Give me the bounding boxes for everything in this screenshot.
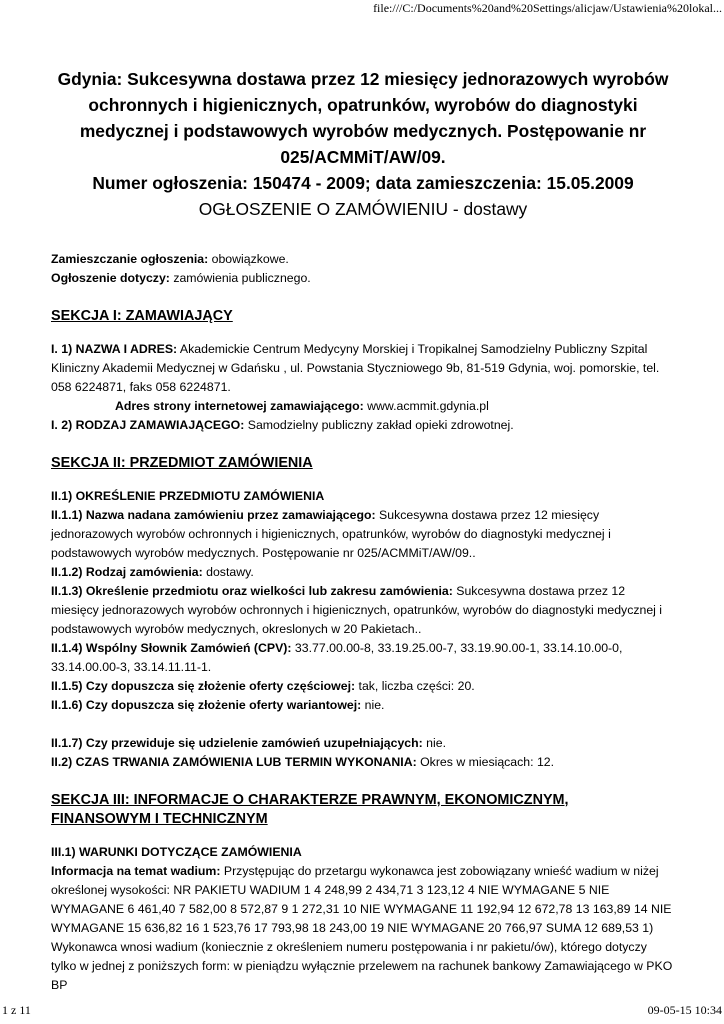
title-line: 025/ACMMiT/AW/09. bbox=[280, 147, 446, 167]
item-line: II.1.1) Nazwa nadana zamówieniu przez zamawiającego: Sukcesywna dostawa przez 12 miesięcy jednorazowych wyrobów ochronnych i higienicznych, opatrunków, wyrobów do diagnostyki medycznej i podstawowych wyrobów medycznych. Postępowanie nr 025/ACMMiT/AW/09.. bbox=[51, 508, 611, 560]
browser-url: file:///C:/Documents%20and%20Settings/alicjaw/Ustawienia%20lokal... bbox=[373, 1, 722, 15]
website-line: Adres strony internetowej zamawiającego: www.acmmit.gdynia.pl bbox=[115, 399, 489, 413]
title-line: ochronnych i higienicznych, opatrunków, wyrobów do diagnostyki bbox=[88, 95, 638, 115]
item-line: II.1.7) Czy przewiduje się udzielenie zamówień uzupełniających: nie. bbox=[51, 736, 446, 750]
authority-type: I. 2) RODZAJ ZAMAWIAJĄCEGO: Samodzielny publiczny zakład opieki zdrowotnej. bbox=[51, 418, 514, 432]
contracting-authority-name: I. 1) NAZWA I ADRES: Akademickie Centrum Medycyny Morskiej i Tropikalnej Samodzielny Publiczny Szpital Kliniczny Akademii Medycznej w Gdańsku , ul. Powstania Styczniowego 9b, 81-519 Gdynia, woj. pomorskie, tel. 058 6224871, faks 058 6224871. bbox=[51, 342, 660, 394]
section-2-heading: SEKCJA II: PRZEDMIOT ZAMÓWIENIA bbox=[51, 455, 313, 471]
intro-line: Zamieszczanie ogłoszenia: obowiązkowe. bbox=[51, 252, 289, 266]
subsection-heading: III.1) WARUNKI DOTYCZĄCE ZAMÓWIENIA bbox=[51, 845, 302, 859]
title-line: medycznej i podstawowych wyrobów medycznych. Postępowanie nr bbox=[79, 121, 647, 141]
item-line: II.1.2) Rodzaj zamówienia: dostawy. bbox=[51, 565, 254, 579]
section-3-heading: SEKCJA III: INFORMACJE O CHARAKTERZE PRAWNYM, EKONOMICZNYM, FINANSOWYM I TECHNICZNYM bbox=[51, 792, 569, 827]
print-datetime: 09-05-15 10:34 bbox=[647, 1003, 722, 1017]
title-line: Numer ogłoszenia: 150474 - 2009; data zamieszczenia: 15.05.2009 bbox=[92, 173, 634, 193]
title-line: Gdynia: Sukcesywna dostawa przez 12 miesięcy jednorazowych wyrobów bbox=[57, 69, 669, 89]
section-1-heading: SEKCJA I: ZAMAWIAJĄCY bbox=[51, 308, 233, 324]
website-link: www.acmmit.gdynia.pl bbox=[363, 399, 489, 413]
item-line: II.1.3) Określenie przedmiotu oraz wielkości lub zakresu zamówienia: Sukcesywna dostawa przez 12 miesięcy jednorazowych wyrobów ochronnych i higienicznych, opatrunków, wyrobów do diagnostyki medycznej i podstawowych wyrobów medycznych, okreslonych w 20 Pakietach.. bbox=[51, 584, 663, 636]
item-line: II.1.5) Czy dopuszcza się złożenie oferty częściowej: tak, liczba części: 20. bbox=[51, 679, 475, 693]
notice-type: OGŁOSZENIE O ZAMÓWIENIU - dostawy bbox=[198, 199, 528, 219]
item-line: II.2) CZAS TRWANIA ZAMÓWIENIA LUB TERMIN WYKONANIA: Okres w miesiącach: 12. bbox=[51, 755, 555, 769]
item-line: II.1.4) Wspólny Słownik Zamówień (CPV): 33.77.00.00-8, 33.19.25.00-7, 33.19.90.00-1, 33.14.10.00-0, 33.14.00.00-3, 33.14.11.11-1. bbox=[51, 641, 623, 674]
document-content bbox=[51, 66, 675, 995]
page-number: 1 z 11 bbox=[2, 1003, 31, 1017]
item-line: II.1.6) Czy dopuszcza się złożenie oferty wariantowej: nie. bbox=[51, 698, 385, 712]
subsection-heading: II.1) OKREŚLENIE PRZEDMIOTU ZAMÓWIENIA bbox=[51, 489, 325, 503]
intro-line: Ogłoszenie dotyczy: zamówienia publicznego. bbox=[51, 271, 311, 285]
page-title bbox=[51, 66, 675, 196]
wadium-info: Informacja na temat wadium: Przystępując do przetargu wykonawca jest zobowiązany wnieść wadium w niżej określonej wysokości: NR PAKIETU WADIUM 1 4 248,99 2 434,71 3 123,12 4 NIE WYMAGANE 5 NIE WYMAGANE 6 461,40 7 582,00 8 572,87 9 1 272,31 10 NIE WYMAGANE 11 192,94 12 672,78 13 163,89 14 NIE WYMAGANE 15 636,82 16 1 523,76 17 793,98 18 243,00 19 NIE WYMAGANE 20 766,97 SUMA 12 689,53 1) Wykonawca wnosi wadium (koniecznie z określeniem numeru postępowania i nr pakietu/ów), którego dotyczy tylko w jednej z poniższych form: w pieniądzu wyłącznie przelewem na rachunek bankowy Zamawiającego w PKO BP bbox=[51, 864, 673, 992]
